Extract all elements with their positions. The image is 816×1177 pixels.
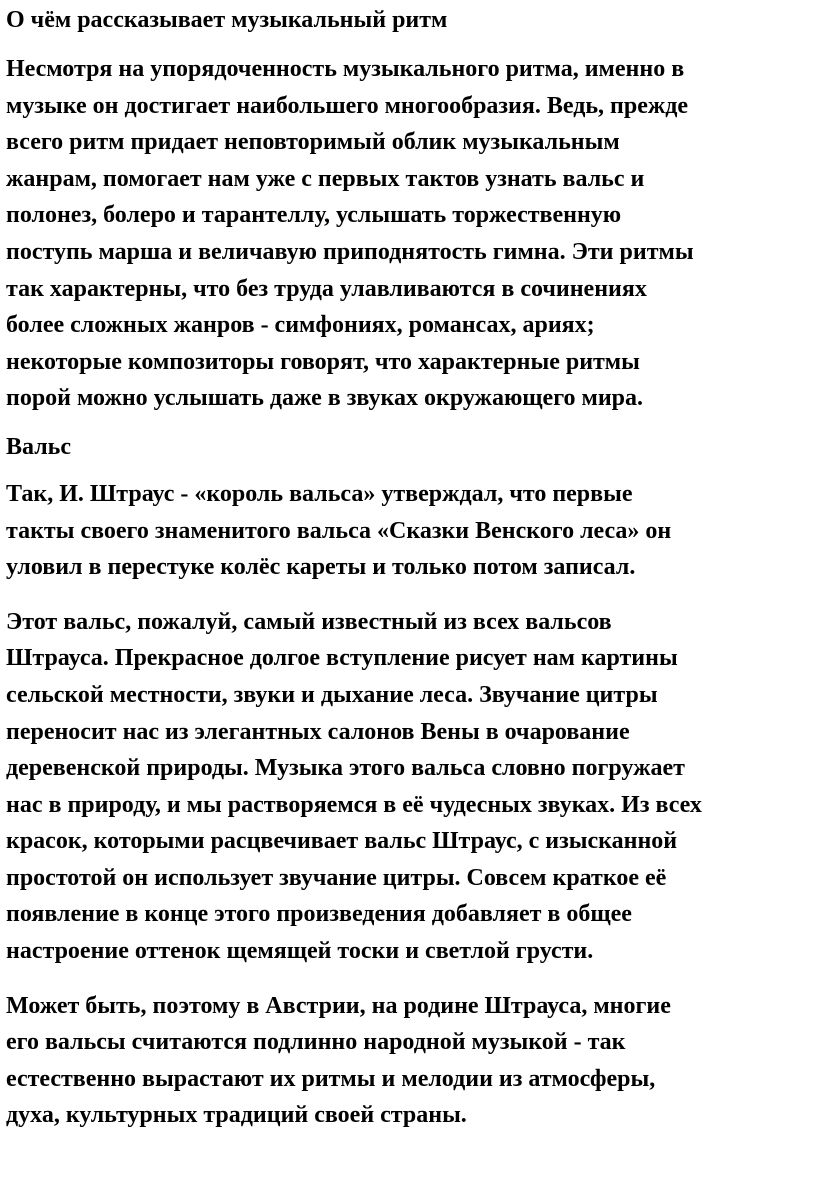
- intro-paragraph: [6, 51, 816, 417]
- document-title: О чём рассказывает музыкальный ритм: [6, 7, 448, 33]
- text-line: всего ритм придает неповторимый облик музыкальным: [6, 129, 620, 156]
- text-line: такты своего знаменитого вальса «Сказки Венского леса» он: [6, 517, 672, 544]
- text-line: красок, которыми расцвечивает вальс Штраус, с изысканной: [6, 828, 678, 855]
- waltz-paragraph-austria: [6, 988, 816, 1134]
- text-line: естественно вырастают их ритмы и мелодии из атмосферы,: [6, 1065, 656, 1092]
- text-line: поступь марша и величавую приподнятость гимна. Эти ритмы: [6, 238, 694, 265]
- text-line: переносит нас из элегантных салонов Вены в очарование: [6, 718, 630, 745]
- text-line: нас в природу, и мы растворяемся в её чудесных звуках. Из всех: [6, 791, 702, 818]
- text-line: так характерны, что без труда улавливаются в сочинениях: [6, 275, 647, 302]
- text-line: некоторые композиторы говорят, что характерные ритмы: [6, 348, 640, 375]
- text-line: Несмотря на упорядоченность музыкального ритма, именно в: [6, 56, 685, 82]
- text-line: жанрам, помогает нам уже с первых тактов узнать вальс и: [6, 165, 645, 192]
- text-line: простотой он использует звучание цитры. Совсем краткое её: [6, 864, 667, 891]
- text-line: деревенской природы. Музыка этого вальса словно погружает: [6, 755, 685, 782]
- text-line: Так, И. Штраус - «король вальса» утверждал, что первые: [6, 480, 633, 507]
- text-line: музыке он достигает наибольшего многообразия. Ведь, прежде: [6, 92, 689, 119]
- section-heading-waltz: Вальс: [6, 433, 72, 460]
- text-line: его вальсы считаются подлинно народной музыкой - так: [6, 1029, 626, 1056]
- text-line: полонез, болеро и тарантеллу, услышать торжественную: [6, 202, 622, 229]
- text-line: настроение оттенок щемящей тоски и светлой грусти.: [6, 938, 594, 965]
- document-page: [6, 0, 816, 1134]
- text-line: духа, культурных традиций своей страны.: [6, 1102, 467, 1129]
- text-line: Этот вальс, пожалуй, самый известный из всех вальсов: [6, 608, 612, 635]
- text-line: более сложных жанров - симфониях, романсах, ариях;: [6, 312, 595, 339]
- text-line: сельской местности, звуки и дыхание леса. Звучание цитры: [6, 681, 658, 708]
- waltz-paragraph-description: [6, 604, 816, 970]
- waltz-paragraph-strauss-quote: [6, 476, 816, 586]
- text-line: Может быть, поэтому в Австрии, на родине Штрауса, многие: [6, 992, 671, 1019]
- text-line: Штрауса. Прекрасное долгое вступление рисует нам картины: [6, 645, 678, 672]
- text-line: появление в конце этого произведения добавляет в общее: [6, 901, 632, 928]
- text-line: уловил в перестуке колёс кареты и только потом записал.: [6, 554, 636, 581]
- text-line: порой можно услышать даже в звуках окружающего мира.: [6, 385, 644, 412]
